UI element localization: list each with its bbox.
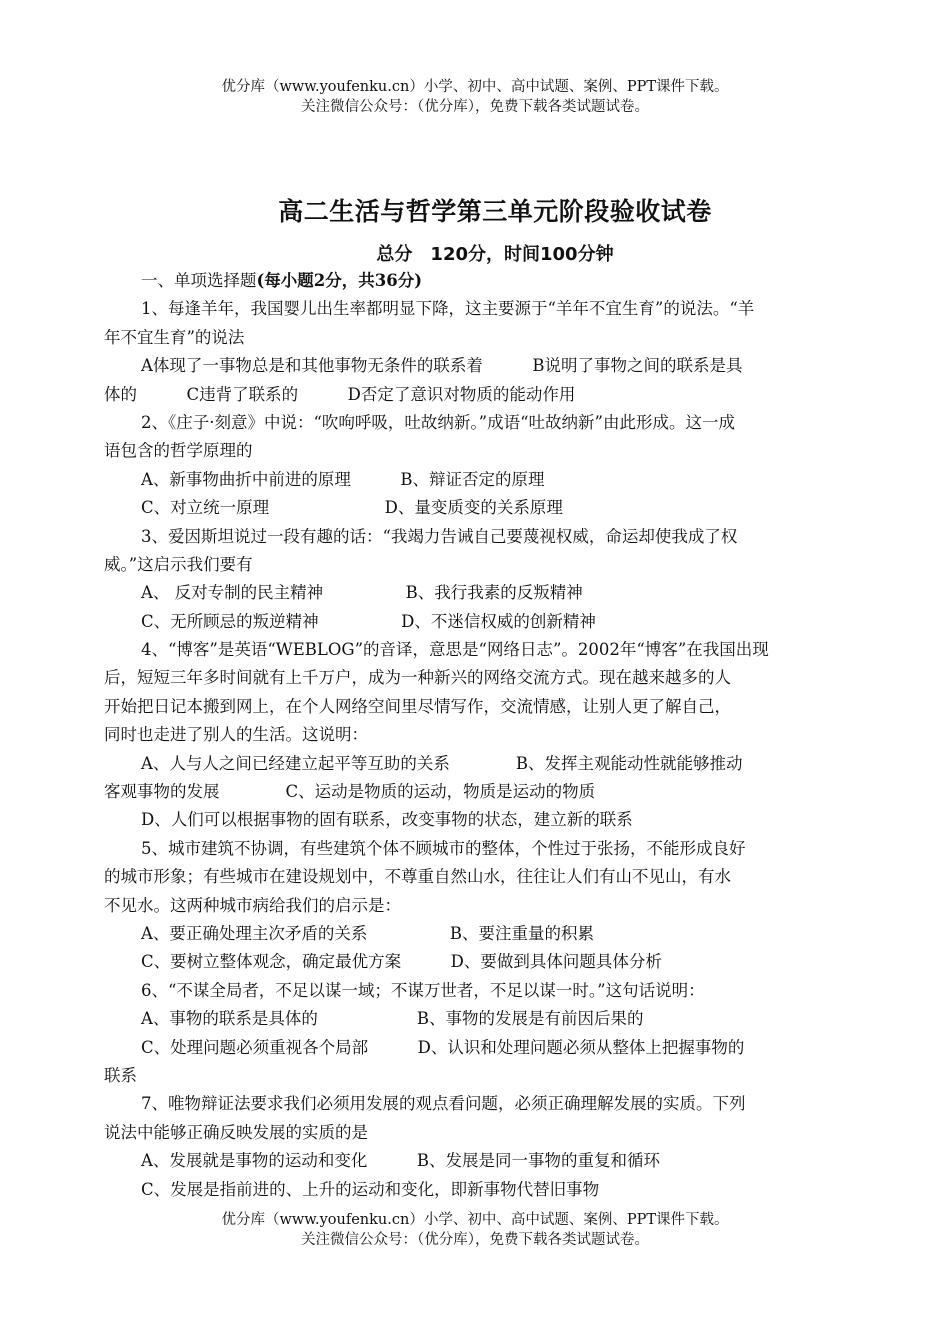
exam-subtitle: 总分 120分，时间100分钟 [376, 244, 614, 265]
text-line: 威。”这启示我们要有 [104, 554, 253, 574]
text-line: C、处理问题必须重视各个局部 D、认识和处理问题必须从整体上把握事物的 [141, 1037, 745, 1057]
header-line-2: 关注微信公众号：（优分库），免费下载各类试题试卷。 [301, 99, 649, 115]
text-line: 4、“博客”是英语“WEBLOG”的音译，意思是“网络日志”。2002年“博客”在我国出现 [141, 640, 769, 660]
text-line: 联系 [104, 1065, 137, 1085]
text-line: C、要树立整体观念，确定最优方案 D、要做到具体问题具体分析 [141, 952, 662, 972]
footer-line-2: 关注微信公众号：（优分库），免费下载各类试题试卷。 [301, 1232, 649, 1248]
header-line-1: 优分库（www.youfenku.cn）小学、初中、高中试题、案例、PPT课件下载。 [221, 79, 729, 95]
text-line: A、要正确处理主次矛盾的关系 B、要注重量的积累 [141, 923, 595, 943]
text-line: 6、“不谋全局者，不足以谋一域；不谋万世者，不足以谋一时。”这句话说明： [141, 980, 705, 1000]
text-line: 语包含的哲学原理的 [104, 441, 253, 461]
exam-title: 高二生活与哲学第三单元阶段验收试卷 [278, 197, 712, 226]
text-line: A、新事物曲折中前进的原理 B、辩证否定的原理 [141, 469, 545, 489]
section-prefix: 一、单项选择题 [141, 271, 257, 290]
text-line: 不见水。这两种城市病给我们的启示是： [104, 895, 401, 915]
text-line: 年不宜生育”的说法 [104, 327, 245, 347]
text-line: A、 反对专制的民主精神 B、我行我素的反叛精神 [141, 583, 583, 603]
text-line: A体现了一事物总是和其他事物无条件的联系着 B说明了事物之间的联系是具 [141, 356, 743, 376]
text-line: 客观事物的发展 C、运动是物质的运动，物质是运动的物质 [104, 782, 596, 802]
text-line: 开始把日记本搬到网上，在个人网络空间里尽情写作，交流情感，让别人更了解自己， [104, 696, 731, 716]
text-line: 7、唯物辩证法要求我们必须用发展的观点看问题，必须正确理解发展的实质。下列 [141, 1094, 746, 1114]
text-line: 的城市形象；有些城市在建设规划中，不尊重自然山水，往往让人们有山不见山，有水 [104, 867, 731, 887]
text-line: C、无所顾忌的叛逆精神 D、不迷信权威的创新精神 [141, 611, 596, 631]
section-score: (每小题2分，共36分) [256, 271, 423, 290]
page-header [0, 77, 950, 117]
text-line: A、人与人之间已经建立起平等互助的关系 B、发挥主观能动性就能够推动 [141, 753, 743, 773]
text-line: 5、城市建筑不协调，有些建筑个体不顾城市的整体，个性过于张扬，不能形成良好 [141, 838, 746, 858]
text-line: 体的 C违背了联系的 D否定了意识对物质的能动作用 [104, 384, 576, 404]
text-line: 3、爱因斯坦说过一段有趣的话：“我竭力告诫自己要蔑视权威，命运却使我成了权 [141, 526, 738, 546]
text-line: 同时也走进了别人的生活。这说明： [104, 725, 368, 745]
section-heading [104, 267, 846, 295]
footer-line-1: 优分库（www.youfenku.cn）小学、初中、高中试题、案例、PPT课件下载。 [221, 1212, 729, 1228]
text-line: 说法中能够正确反映发展的实质的是 [104, 1122, 368, 1142]
text-line: C、对立统一原理 D、量变质变的关系原理 [141, 498, 563, 518]
text-line: C、发展是指前进的、上升的运动和变化，即新事物代替旧事物 [141, 1179, 600, 1199]
text-line: 后，短短三年多时间就有上千万户，成为一种新兴的网络交流方式。现在越来越多的人 [104, 668, 731, 688]
exam-body [104, 267, 846, 1204]
text-line: A、事物的联系是具体的 B、事物的发展是有前因后果的 [141, 1009, 644, 1029]
page-footer [0, 1210, 950, 1250]
text-line: A、发展就是事物的运动和变化 B、发展是同一事物的重复和循环 [141, 1151, 661, 1171]
text-line: D、人们可以根据事物的固有联系，改变事物的状态，建立新的联系 [141, 810, 633, 830]
text-line: 1、每逢羊年，我国婴儿出生率都明显下降，这主要源于“羊年不宜生育”的说法。“羊 [141, 299, 755, 319]
text-line: 2、《庄子·刻意》中说：“吹呴呼吸，吐故纳新。”成语“吐故纳新”由此形成。这一成 [141, 412, 735, 432]
